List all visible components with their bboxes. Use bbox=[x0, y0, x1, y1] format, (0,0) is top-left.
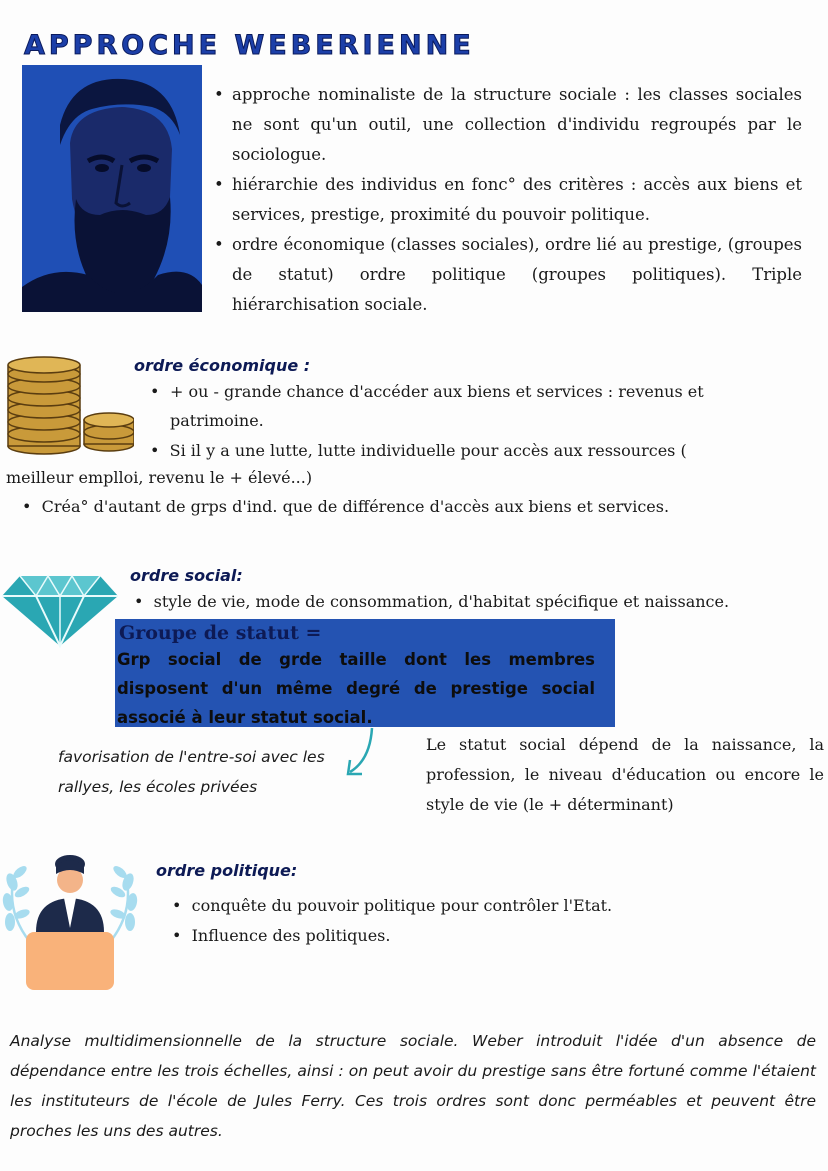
economic-point-2-continued: meilleur emplloi, revenu le + élevé...) bbox=[6, 468, 313, 487]
economic-point-2-text: Si il y a une lutte, lutte individuelle pour accès aux ressources ( bbox=[169, 441, 687, 460]
analyse-paragraph: Analyse multidimensionnelle de la structure sociale. Weber introduit l'idée d'un absence de dépendance entre les trois échelles, ainsi : on peut avoir du prestige sans être fortuné comme l'étaient les instituteurs de l'école de Jules Ferry. Ces trois ordres sont donc perméables et peuvent être proches les uns des autres. bbox=[10, 1032, 816, 1140]
politician-icon bbox=[0, 852, 140, 992]
statut-title: Groupe de statut = bbox=[119, 622, 322, 644]
economic-point-2: • Si il y a une lutte, lutte individuelle pour accès aux ressources ( bbox=[150, 441, 687, 460]
social-point-1-text: style de vie, mode de consommation, d'habitat spécifique et naissance. bbox=[153, 592, 730, 611]
economic-point-3-text: Créa° d'autant de grps d'ind. que de différence d'accès aux biens et services. bbox=[41, 497, 670, 516]
social-heading: ordre social: bbox=[130, 566, 243, 585]
political-heading: ordre politique: bbox=[156, 861, 298, 880]
political-point-2-text: Influence des politiques. bbox=[191, 926, 391, 945]
favorisation-note: favorisation de l'entre-soi avec les rallyes, les écoles privées bbox=[58, 748, 325, 796]
coins-icon bbox=[4, 356, 134, 456]
economic-heading: ordre économique : bbox=[134, 356, 311, 375]
portrait-illustration bbox=[22, 65, 202, 312]
political-point-1-text: conquête du pouvoir politique pour contrôler l'Etat. bbox=[191, 896, 613, 915]
intro-point: • hiérarchie des individus en fonc° des critères : accès aux biens et services, prestige, proximité du pouvoir politique. bbox=[210, 170, 802, 230]
economic-point-3: • Créa° d'autant de grps d'ind. que de différence d'accès aux biens et services. bbox=[22, 497, 670, 516]
economic-point-1: • + ou - grande chance d'accéder aux biens et services : revenus et patrimoine. bbox=[150, 377, 790, 435]
intro-list bbox=[210, 80, 802, 320]
political-point-2: • Influence des politiques. bbox=[172, 926, 391, 945]
statut-definition: Grp social de grde taille dont les membres disposent d'un même degré de prestige social associé à leur statut social. bbox=[117, 650, 595, 727]
intro-point: • approche nominaliste de la structure sociale : les classes sociales ne sont qu'un outil, une collection d'individu regroupés par le sociologue. bbox=[210, 80, 802, 170]
weber-portrait bbox=[22, 65, 202, 312]
page-title: APPROCHE WEBERIENNE bbox=[24, 30, 475, 61]
statut-depends-text: Le statut social dépend de la naissance, la profession, le niveau d'éducation ou encore le style de vie (le + déterminant) bbox=[426, 735, 824, 814]
economic-point-1-text: + ou - grande chance d'accéder aux biens et services : revenus et patrimoine. bbox=[170, 382, 704, 430]
diamond-icon bbox=[0, 574, 120, 648]
political-point-1: • conquête du pouvoir politique pour contrôler l'Etat. bbox=[172, 896, 613, 915]
social-point-1: • style de vie, mode de consommation, d'habitat spécifique et naissance. bbox=[134, 592, 730, 611]
intro-point: • ordre économique (classes sociales), ordre lié au prestige, (groupes de statut) ordre politique (groupes politiques). Triple hiérarchisation sociale. bbox=[210, 230, 802, 320]
